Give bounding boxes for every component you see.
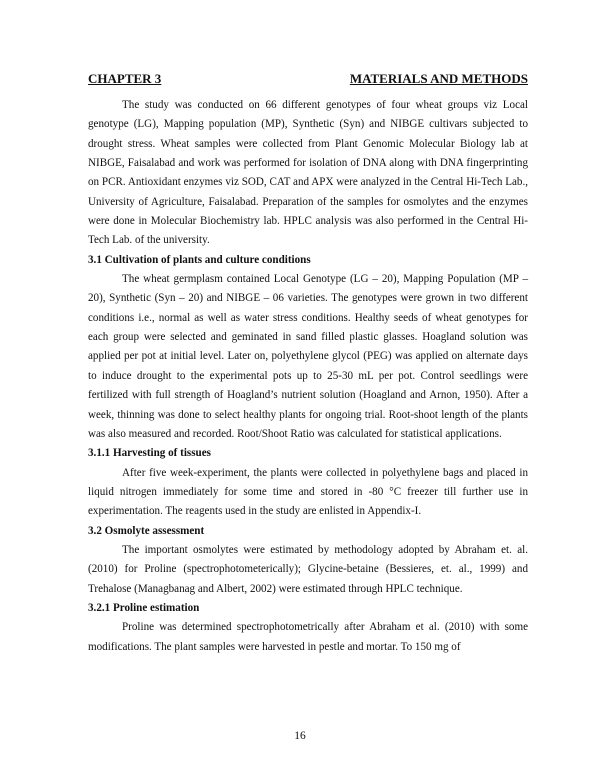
osmolyte-paragraph: The important osmolytes were estimated by methodology adopted by Abraham et. al. (2010) for Proline (spectrophotometerically); Glycine-betaine (Bessieres, et. al., 1999) and Trehalose (Managbanag and Albert, 2002) were estimated through HPLC technique. <box>88 543 528 595</box>
section-heading-3-2: 3.2 Osmolyte assessment <box>88 524 205 537</box>
section-heading-3-1-1: 3.1.1 Harvesting of tissues <box>88 447 211 460</box>
section-heading-3-2-1: 3.2.1 Proline estimation <box>88 601 200 614</box>
proline-paragraph: Proline was determined spectrophotometrically after Abraham et al. (2010) with some modifications. The plant samples were harvested in pestle and mortar. To 150 mg of <box>88 621 528 653</box>
chapter-title: MATERIALS AND METHODS <box>349 71 528 86</box>
cultivation-paragraph: The wheat germplasm contained Local Genotype (LG – 20), Mapping Population (MP – 20), Synthetic (Syn – 20) and NIBGE – 06 varieties. The genotypes were grown in two different conditions i.e., normal as well as water stress conditions. Healthy seeds of wheat genotypes for each group were selected and geminated in sand filled plastic glasses. Hoagland solution was applied per pot at initial level. Later on, polyethylene glycol (PEG) was applied on alternate days to induce drought to the experimental pots up to 25-30 mL per pot. Control seedlings were fertilized with full strength of Hoagland’s nutrient solution (Hoagland and Arnon, 1950). After a week, thinning was done to select healthy plants for ongoing trial. Root-shoot length of the plants was also measured and recorded. Root/Shoot Ratio was calculated for statistical applications. <box>88 273 528 440</box>
page-body <box>88 70 528 657</box>
section-heading-3-1: 3.1 Cultivation of plants and culture conditions <box>88 253 311 266</box>
page-number: 16 <box>294 730 306 742</box>
chapter-header <box>88 70 528 88</box>
intro-paragraph: The study was conducted on 66 different genotypes of four wheat groups viz Local genotype (LG), Mapping population (MP), Synthetic (Syn) and NIBGE cultivars subjected to drought stress. Wheat samples were collected from Plant Genomic Molecular Biology lab at NIBGE, Faisalabad and work was performed for isolation of DNA along with DNA fingerprinting on PCR. Antioxidant enzymes viz SOD, CAT and APX were analyzed in the Central Hi-Tech Lab., University of Agriculture, Faisalabad. Preparation of the samples for osmolytes and the enzymes were done in Molecular Biochemistry lab. HPLC analysis was also performed in the Central Hi-Tech Lab. of the university. <box>88 99 528 247</box>
chapter-number: CHAPTER 3 <box>88 71 162 86</box>
harvesting-paragraph: After five week-experiment, the plants were collected in polyethylene bags and placed in liquid nitrogen immediately for some time and stored in -80 °C freezer till further use in experimentation. The reagents used in the study are enlisted in Appendix-I. <box>88 466 528 518</box>
